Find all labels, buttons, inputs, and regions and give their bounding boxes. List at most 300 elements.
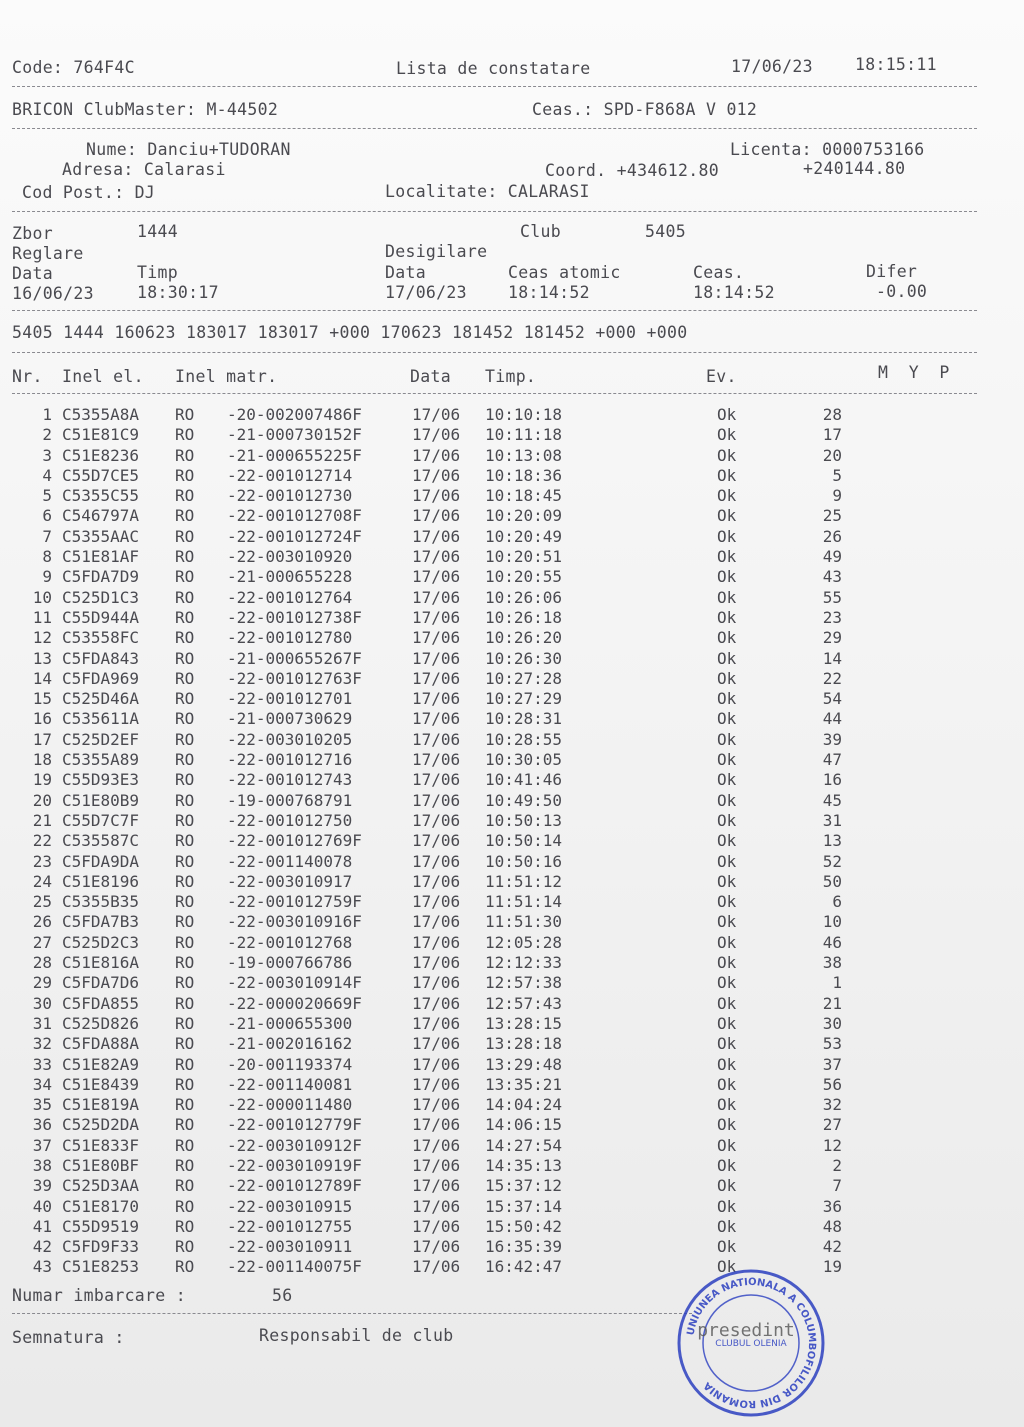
table-row xyxy=(10,547,870,567)
separator xyxy=(12,86,977,87)
row-number: 36 xyxy=(32,1115,52,1135)
position: 31 xyxy=(822,810,842,830)
electronic-ring: C5FDA855 xyxy=(62,993,140,1013)
arrival-time: 10:28:55 xyxy=(485,729,563,749)
table-row xyxy=(10,791,870,811)
arrival-time: 12:05:28 xyxy=(485,932,563,952)
arrival-date: 17/06 xyxy=(412,567,461,587)
separator xyxy=(12,211,977,212)
electronic-ring: C5355B35 xyxy=(62,892,140,912)
event-status: Ok xyxy=(717,892,737,912)
country-code: RO xyxy=(175,709,195,729)
electronic-ring: C535587C xyxy=(62,831,140,851)
electronic-ring: C51E81C9 xyxy=(62,425,140,445)
arrival-date: 17/06 xyxy=(412,1115,461,1135)
event-status: Ok xyxy=(717,1135,737,1155)
country-code: RO xyxy=(175,405,195,424)
position: 7 xyxy=(832,1176,842,1196)
row-number: 24 xyxy=(32,871,52,891)
event-status: Ok xyxy=(717,425,737,445)
electronic-ring: C5FDA7B3 xyxy=(62,912,140,932)
arrival-date: 17/06 xyxy=(412,465,461,485)
arrival-date: 17/06 xyxy=(412,668,461,688)
ring-number: -22-001012714 xyxy=(227,465,353,485)
country-code: RO xyxy=(175,932,195,952)
separator xyxy=(12,310,977,311)
ring-number: -22-001012789F xyxy=(227,1176,362,1196)
table-row xyxy=(10,1176,870,1196)
clock-time: 18:14:52 xyxy=(693,283,775,302)
arrival-date: 17/06 xyxy=(412,810,461,830)
arrival-date: 17/06 xyxy=(412,973,461,993)
table-row xyxy=(10,1075,870,1095)
ring-number: -19-000766786 xyxy=(227,953,353,973)
arrival-date: 17/06 xyxy=(412,486,461,506)
arrival-date: 17/06 xyxy=(412,1013,461,1033)
table-row xyxy=(10,872,870,892)
event-status: Ok xyxy=(717,1196,737,1216)
ring-number: -21-000655300 xyxy=(227,1013,353,1033)
event-status: Ok xyxy=(717,851,737,871)
position: 56 xyxy=(822,1074,842,1094)
country-code: RO xyxy=(175,1155,195,1175)
arrival-date: 17/06 xyxy=(412,1095,461,1115)
report-title: Lista de constatare xyxy=(396,59,591,78)
table-row xyxy=(10,811,870,831)
row-number: 25 xyxy=(32,892,52,912)
country-code: RO xyxy=(175,567,195,587)
reglare-time: 18:30:17 xyxy=(137,283,219,302)
table-row xyxy=(10,1197,870,1217)
position: 48 xyxy=(822,1216,842,1236)
electronic-ring: C51E80B9 xyxy=(62,790,140,810)
arrival-time: 10:20:09 xyxy=(485,506,563,526)
country-code: RO xyxy=(175,668,195,688)
arrival-time: 10:41:46 xyxy=(485,770,563,790)
postcode: Cod Post.: DJ xyxy=(22,183,156,202)
table-row xyxy=(10,912,870,932)
electronic-ring: C51E833F xyxy=(62,1135,140,1155)
position: 50 xyxy=(822,871,842,891)
electronic-ring: C51E8236 xyxy=(62,445,140,465)
ring-number: -22-003010205 xyxy=(227,729,353,749)
ring-number: -22-001012769F xyxy=(227,831,362,851)
club-responsible-label: Responsabil de club xyxy=(259,1326,454,1345)
arrival-date: 17/06 xyxy=(412,729,461,749)
row-number: 18 xyxy=(32,750,52,770)
position: 10 xyxy=(822,912,842,932)
event-status: Ok xyxy=(717,1237,737,1257)
arrival-date: 17/06 xyxy=(412,750,461,770)
electronic-ring: C55D9519 xyxy=(62,1216,140,1236)
country-code: RO xyxy=(175,810,195,830)
ring-number: -21-000655267F xyxy=(227,648,362,668)
arrival-time: 12:57:38 xyxy=(485,973,563,993)
event-status: Ok xyxy=(717,607,737,627)
electronic-ring: C51E8196 xyxy=(62,871,140,891)
ring-number: -22-001012730 xyxy=(227,486,353,506)
reglare-date-label: Data xyxy=(12,264,53,283)
numar-imbarcare-label: Numar imbarcare : xyxy=(12,1286,186,1305)
position: 55 xyxy=(822,587,842,607)
table-row xyxy=(10,1217,870,1237)
ring-number: -22-001140078 xyxy=(227,851,353,871)
row-number: 21 xyxy=(32,810,52,830)
table-row xyxy=(10,689,870,709)
table-row xyxy=(10,527,870,547)
ring-number: -22-001012780 xyxy=(227,628,353,648)
arrival-date: 17/06 xyxy=(412,689,461,709)
clock-label: Ceas. xyxy=(693,263,745,282)
country-code: RO xyxy=(175,851,195,871)
event-status: Ok xyxy=(717,1155,737,1175)
ring-number: -21-000655228 xyxy=(227,567,353,587)
country-code: RO xyxy=(175,506,195,526)
table-row xyxy=(10,1095,870,1115)
arrival-date: 17/06 xyxy=(412,770,461,790)
event-status: Ok xyxy=(717,831,737,851)
clock-id: Ceas.: SPD-F868A V 012 xyxy=(532,100,758,119)
position: 32 xyxy=(822,1095,842,1115)
atomic-clock-label: Ceas atomic xyxy=(508,263,621,282)
event-status: Ok xyxy=(717,547,737,567)
arrival-time: 14:27:54 xyxy=(485,1135,563,1155)
col-header-inel-el: Inel el. xyxy=(62,367,144,386)
arrival-date: 17/06 xyxy=(412,953,461,973)
row-number: 2 xyxy=(42,425,52,445)
ring-number: -22-001140075F xyxy=(227,1257,362,1277)
table-row xyxy=(10,730,870,750)
electronic-ring: C525D3AA xyxy=(62,1176,140,1196)
country-code: RO xyxy=(175,1034,195,1054)
ring-number: -22-001140081 xyxy=(227,1074,353,1094)
position: 29 xyxy=(822,628,842,648)
arrival-time: 10:26:18 xyxy=(485,607,563,627)
electronic-ring: C51E819A xyxy=(62,1095,140,1115)
row-number: 30 xyxy=(32,993,52,1013)
ring-number: -22-003010920 xyxy=(227,547,353,567)
table-row xyxy=(10,486,870,506)
electronic-ring: C546797A xyxy=(62,506,140,526)
country-code: RO xyxy=(175,993,195,1013)
country-code: RO xyxy=(175,547,195,567)
row-number: 4 xyxy=(42,465,52,485)
position: 25 xyxy=(822,506,842,526)
position: 44 xyxy=(822,709,842,729)
arrival-time: 10:13:08 xyxy=(485,445,563,465)
country-code: RO xyxy=(175,1013,195,1033)
table-row xyxy=(10,608,870,628)
col-header-data: Data xyxy=(410,367,451,386)
table-row xyxy=(10,466,870,486)
position: 14 xyxy=(822,648,842,668)
results-table xyxy=(10,405,870,1278)
electronic-ring: C5FDA7D6 xyxy=(62,973,140,993)
table-row xyxy=(10,709,870,729)
position: 20 xyxy=(822,445,842,465)
row-number: 43 xyxy=(32,1257,52,1277)
row-number: 13 xyxy=(32,648,52,668)
ring-number: -22-003010914F xyxy=(227,973,362,993)
table-row xyxy=(10,973,870,993)
arrival-time: 11:51:30 xyxy=(485,912,563,932)
country-code: RO xyxy=(175,912,195,932)
ring-number: -21-000730152F xyxy=(227,425,362,445)
ring-number: -22-000020669F xyxy=(227,993,362,1013)
ring-number: -22-001012750 xyxy=(227,810,353,830)
row-number: 6 xyxy=(42,506,52,526)
arrival-date: 17/06 xyxy=(412,405,461,424)
arrival-time: 10:50:14 xyxy=(485,831,563,851)
row-number: 33 xyxy=(32,1054,52,1074)
event-status: Ok xyxy=(717,1095,737,1115)
arrival-date: 17/06 xyxy=(412,1257,461,1277)
row-number: 31 xyxy=(32,1013,52,1033)
desigilare-date: 17/06/23 xyxy=(385,283,467,302)
position: 22 xyxy=(822,668,842,688)
row-number: 22 xyxy=(32,831,52,851)
arrival-date: 17/06 xyxy=(412,1196,461,1216)
arrival-date: 17/06 xyxy=(412,1216,461,1236)
position: 52 xyxy=(822,851,842,871)
arrival-date: 17/06 xyxy=(412,912,461,932)
ring-number: -22-001012759F xyxy=(227,892,362,912)
country-code: RO xyxy=(175,445,195,465)
arrival-time: 10:49:50 xyxy=(485,790,563,810)
ring-number: -22-003010916F xyxy=(227,912,362,932)
event-status: Ok xyxy=(717,790,737,810)
arrival-time: 13:35:21 xyxy=(485,1074,563,1094)
row-number: 37 xyxy=(32,1135,52,1155)
event-status: Ok xyxy=(717,993,737,1013)
ring-number: -21-000655225F xyxy=(227,445,362,465)
report-date: 17/06/23 xyxy=(731,57,813,76)
event-status: Ok xyxy=(717,405,737,424)
row-number: 10 xyxy=(32,587,52,607)
row-number: 19 xyxy=(32,770,52,790)
licence-number: Licenta: 0000753166 xyxy=(730,140,925,159)
position: 28 xyxy=(822,405,842,424)
position: 49 xyxy=(822,547,842,567)
arrival-date: 17/06 xyxy=(412,1176,461,1196)
desigilare-label: Desigilare xyxy=(385,242,488,261)
ring-number: -21-002016162 xyxy=(227,1034,353,1054)
atomic-clock-time: 18:14:52 xyxy=(508,283,590,302)
electronic-ring: C51E80BF xyxy=(62,1155,140,1175)
arrival-date: 17/06 xyxy=(412,1135,461,1155)
electronic-ring: C51E816A xyxy=(62,953,140,973)
electronic-ring: C525D46A xyxy=(62,689,140,709)
event-status: Ok xyxy=(717,628,737,648)
event-status: Ok xyxy=(717,587,737,607)
position: 47 xyxy=(822,750,842,770)
zbor-value: 1444 xyxy=(137,222,178,241)
position: 43 xyxy=(822,567,842,587)
position: 38 xyxy=(822,953,842,973)
position: 42 xyxy=(822,1237,842,1257)
report-code: Code: 764F4C xyxy=(12,58,135,77)
system-id: BRICON ClubMaster: M-44502 xyxy=(12,100,279,119)
signature-label: Semnatura : xyxy=(12,1328,125,1347)
electronic-ring: C55D7CE5 xyxy=(62,465,140,485)
arrival-time: 13:29:48 xyxy=(485,1054,563,1074)
country-code: RO xyxy=(175,1054,195,1074)
desigilare-date-label: Data xyxy=(385,263,426,282)
ring-number: -22-001012701 xyxy=(227,689,353,709)
table-row xyxy=(10,1014,870,1034)
row-number: 15 xyxy=(32,689,52,709)
country-code: RO xyxy=(175,628,195,648)
arrival-date: 17/06 xyxy=(412,1074,461,1094)
arrival-date: 17/06 xyxy=(412,547,461,567)
country-code: RO xyxy=(175,1176,195,1196)
arrival-date: 17/06 xyxy=(412,445,461,465)
arrival-time: 10:28:31 xyxy=(485,709,563,729)
electronic-ring: C51E8439 xyxy=(62,1074,140,1094)
electronic-ring: C51E8170 xyxy=(62,1196,140,1216)
club-stamp xyxy=(676,1268,826,1418)
electronic-ring: C5355A89 xyxy=(62,750,140,770)
table-row xyxy=(10,1055,870,1075)
reglare-date: 16/06/23 xyxy=(12,284,94,303)
position: 21 xyxy=(822,993,842,1013)
stamp-inner-text: CLUBUL OLENIA xyxy=(715,1339,787,1349)
table-row xyxy=(10,1156,870,1176)
arrival-time: 10:27:29 xyxy=(485,689,563,709)
ring-number: -22-001012716 xyxy=(227,750,353,770)
position: 19 xyxy=(822,1257,842,1277)
position: 2 xyxy=(832,1155,842,1175)
ring-number: -20-001193374 xyxy=(227,1054,353,1074)
numar-imbarcare-value: 56 xyxy=(272,1286,293,1305)
arrival-date: 17/06 xyxy=(412,425,461,445)
electronic-ring: C5355AAC xyxy=(62,526,140,546)
electronic-ring: C525D2EF xyxy=(62,729,140,749)
locality: Localitate: CALARASI xyxy=(385,182,590,201)
electronic-ring: C5FDA843 xyxy=(62,648,140,668)
country-code: RO xyxy=(175,587,195,607)
row-number: 40 xyxy=(32,1196,52,1216)
country-code: RO xyxy=(175,1135,195,1155)
arrival-time: 10:30:05 xyxy=(485,750,563,770)
ring-number: -22-001012763F xyxy=(227,668,362,688)
country-code: RO xyxy=(175,526,195,546)
row-number: 12 xyxy=(32,628,52,648)
difference-label: Difer xyxy=(866,262,918,281)
report-time: 18:15:11 xyxy=(855,55,937,74)
country-code: RO xyxy=(175,1196,195,1216)
arrival-time: 10:27:28 xyxy=(485,668,563,688)
row-number: 8 xyxy=(42,547,52,567)
ring-number: -19-000768791 xyxy=(227,790,353,810)
event-status: Ok xyxy=(717,810,737,830)
event-status: Ok xyxy=(717,953,737,973)
electronic-ring: C5FDA88A xyxy=(62,1034,140,1054)
country-code: RO xyxy=(175,729,195,749)
ring-number: -22-001012755 xyxy=(227,1216,353,1236)
arrival-date: 17/06 xyxy=(412,628,461,648)
event-status: Ok xyxy=(717,689,737,709)
arrival-time: 13:28:15 xyxy=(485,1013,563,1033)
table-row xyxy=(10,506,870,526)
position: 53 xyxy=(822,1034,842,1054)
row-number: 29 xyxy=(32,973,52,993)
club-value: 5405 xyxy=(645,222,686,241)
position: 37 xyxy=(822,1054,842,1074)
electronic-ring: C525D1C3 xyxy=(62,587,140,607)
arrival-date: 17/06 xyxy=(412,892,461,912)
arrival-time: 10:10:18 xyxy=(485,405,563,424)
separator xyxy=(12,1313,692,1314)
arrival-time: 10:11:18 xyxy=(485,425,563,445)
electronic-ring: C55D944A xyxy=(62,607,140,627)
table-row xyxy=(10,770,870,790)
event-status: Ok xyxy=(717,709,737,729)
position: 45 xyxy=(822,790,842,810)
event-status: Ok xyxy=(717,506,737,526)
position: 9 xyxy=(832,486,842,506)
position: 54 xyxy=(822,689,842,709)
ring-number: -21-000730629 xyxy=(227,709,353,729)
table-row xyxy=(10,994,870,1014)
event-status: Ok xyxy=(717,1216,737,1236)
country-code: RO xyxy=(175,648,195,668)
row-number: 27 xyxy=(32,932,52,952)
separator xyxy=(12,352,977,353)
difference-value: -0.00 xyxy=(876,282,928,301)
electronic-ring: C5FDA969 xyxy=(62,668,140,688)
country-code: RO xyxy=(175,1115,195,1135)
country-code: RO xyxy=(175,1095,195,1115)
row-number: 14 xyxy=(32,668,52,688)
coordinates: Coord. +434612.80 xyxy=(545,161,719,180)
table-row xyxy=(10,1237,870,1257)
arrival-date: 17/06 xyxy=(412,1155,461,1175)
event-status: Ok xyxy=(717,1034,737,1054)
arrival-time: 11:51:12 xyxy=(485,871,563,891)
electronic-ring: C525D826 xyxy=(62,1013,140,1033)
electronic-ring: C5FDA9DA xyxy=(62,851,140,871)
position: 46 xyxy=(822,932,842,952)
club-label: Club xyxy=(520,222,561,241)
row-number: 34 xyxy=(32,1074,52,1094)
row-number: 28 xyxy=(32,953,52,973)
electronic-ring: C525D2C3 xyxy=(62,932,140,952)
col-header-timp: Timp. xyxy=(485,367,537,386)
country-code: RO xyxy=(175,871,195,891)
country-code: RO xyxy=(175,1074,195,1094)
coordinates-second: +240144.80 xyxy=(803,159,906,178)
row-number: 7 xyxy=(42,526,52,546)
col-header-ev: Ev. xyxy=(706,367,737,386)
arrival-date: 17/06 xyxy=(412,1054,461,1074)
table-row xyxy=(10,1115,870,1135)
ring-number: -22-003010917 xyxy=(227,871,353,891)
electronic-ring: C55D7C7F xyxy=(62,810,140,830)
row-number: 16 xyxy=(32,709,52,729)
row-number: 9 xyxy=(42,567,52,587)
event-status: Ok xyxy=(717,912,737,932)
arrival-date: 17/06 xyxy=(412,851,461,871)
country-code: RO xyxy=(175,425,195,445)
event-status: Ok xyxy=(717,486,737,506)
table-row xyxy=(10,567,870,587)
ring-number: -22-001012724F xyxy=(227,526,362,546)
event-status: Ok xyxy=(717,729,737,749)
row-number: 5 xyxy=(42,486,52,506)
arrival-date: 17/06 xyxy=(412,709,461,729)
country-code: RO xyxy=(175,486,195,506)
